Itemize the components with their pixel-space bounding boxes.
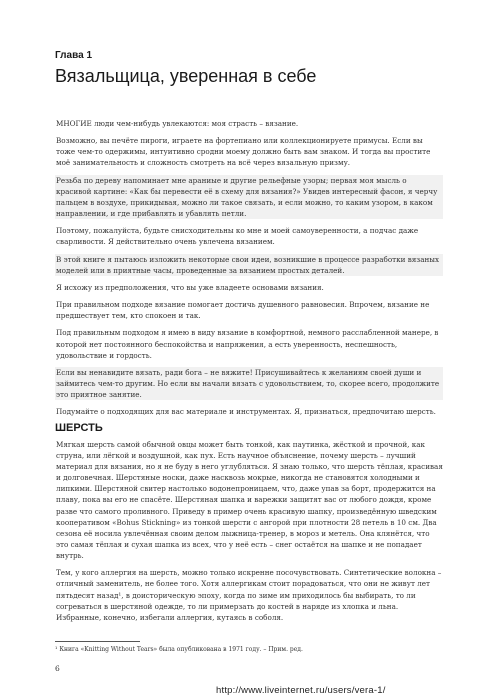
watermark-url: http://www.liveinternet.ru/users/vera-1/: [216, 685, 386, 696]
paragraph: Резьба по дереву напоминает мне араниые и другие рельефные узоры; первая моя мысль о красивой картине: «Как бы перевести её в схему для вязания?» Увидев интересный фасон, я черчу пальцем в воздухе, прикидывая, можно ли такое связать, и если можно, то каким узором, в каком направлении, и где прибавлять и убавлять петли.: [55, 175, 443, 220]
section-heading: ШЕРСТЬ: [55, 422, 103, 435]
paragraph: При правильном подходе вязание помогает достичь душевного равновесия. Впрочем, вязание не предшествует тем, кто спокоен и так.: [56, 300, 430, 321]
paragraph: Я исхожу из предположения, что вы уже владеете основами вязания.: [56, 282, 324, 292]
footnote-divider: [55, 641, 140, 642]
chapter-title: Вязальщица, уверенная в себе: [55, 66, 317, 86]
page-number: 6: [55, 664, 60, 673]
paragraph: В этой книге я пытаюсь изложить некоторые свои идеи, возникшие в процессе разработки вязаных моделей или в приятные часы, проведенные за вязанием простых деталей.: [55, 254, 443, 276]
paragraph: Тем, у кого аллергия на шерсть, можно только искренне посочувствовать. Синтетические волокна – отличный заменитель, не более того. Хотя аллергикам стоит порадоваться, что они не живут лет пятьдесят назад¹, в доисторическую эпоху, когда по зиме им приходилось бы выбирать, то ли согреваться в шерстяной одежде, то ли примерзать до костей в наряде из хлопка и льна. Избранные, конечно, избегали аллергия, кутаясь в соболя.: [56, 568, 442, 622]
body-text: [55, 118, 443, 629]
paragraph: Возможно, вы печёте пироги, играете на фортепиано или коллекционируете примусы. Если вы тоже чем-то одержимы, интуитивно сродни моему должно быть вам знаком. И тогда вы простите моё занимательность и сложность смотреть на всё через вязальную призму.: [56, 136, 431, 168]
paragraph: Мягкая шерсть самой обычной овцы может быть тонкой, как паутинка, жёсткой и прочной, как струна, или лёгкой и воздушной, как пух. Есть научное объяснение, почему шерсть – лучший материал для вязания, но я не буду в него углубляться. Я знаю только, что шерсть тёплая, красивая и долговечная. Шерстяные носки, даже насквозь мокрые, никогда не становятся холодными и липкими. Шерстяной свитер настолько водонепроницаем, что, даже упав за борт, продержится на плаву, пока вы его не спасёте. Шерстяная шапка и варежки защитят вас от любого дождя, кроме разве что самого проливного. Приведу в пример очень красивую шапку, произведённую шведским кооперативом «Bohus Stickning» из тонкой шерсти с ангорой при плотности 28 петель в 10 см. Два сезона её носила увлечённая своим делом лыжница-тренер, в мороз и метель. Она клянётся, что это самая тёплая и сухая шапка из всех, что у неё есть – снег остаётся на шапке и не попадает внутрь.: [56, 439, 443, 561]
paragraph: Если вы ненавидите вязать, ради бога – не вяжите! Присушивайтесь к желаниям своей души и займитесь чем-то другим. Но если вы начали вязать с удовольствием, то, скорее всего, продолжите это приятное занятие.: [55, 367, 443, 400]
paragraph: Подумайте о подходящих для вас материале и инструментах. Я, признаться, предпочитаю шерсть.: [56, 407, 436, 417]
paragraph: МНОГИЕ люди чем-нибудь увлекаются: моя страсть – вязание.: [56, 119, 299, 128]
paragraph: Поэтому, пожалуйста, будьте снисходительны ко мне и моей самоуверенности, а подчас даже сварливости. Я действительно очень увлечена вязанием.: [56, 226, 419, 247]
chapter-number: Глава 1: [55, 50, 93, 61]
paragraph: Под правильным подходом я имею в виду вязание в комфортной, немного расслабленной манере, в которой нет постоянного беспокойства и напряжения, а есть уверенность, неспешность, удовольствие и гордость.: [56, 328, 439, 360]
footnote: ¹ Книга «Knitting Without Tears» была опубликована в 1971 году. – Прим. ред.: [55, 646, 303, 653]
